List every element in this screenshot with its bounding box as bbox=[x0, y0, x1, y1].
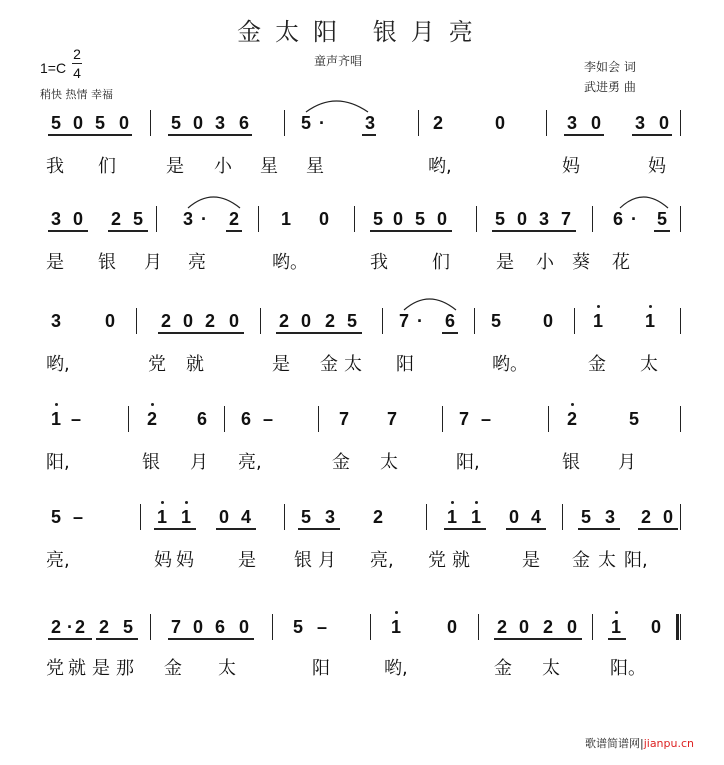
lyricist: 李如会 词 bbox=[584, 60, 636, 74]
note: 3 bbox=[324, 507, 335, 527]
beam-underline bbox=[654, 230, 670, 232]
lyric-char: 星 bbox=[260, 156, 278, 177]
note: 0 bbox=[192, 617, 203, 637]
note: 7 bbox=[560, 209, 571, 229]
note: 5 bbox=[94, 113, 105, 133]
octave-dot bbox=[571, 403, 574, 406]
note: 6 bbox=[612, 209, 623, 229]
note: 5 bbox=[300, 113, 311, 133]
note: 6 bbox=[214, 617, 225, 637]
beam-underline bbox=[96, 638, 138, 640]
barline bbox=[442, 406, 443, 432]
lyric-char: 我 bbox=[370, 252, 388, 273]
note: 3 bbox=[634, 113, 645, 133]
composer: 武进勇 曲 bbox=[584, 80, 636, 94]
note: 0 bbox=[238, 617, 249, 637]
note: 0 bbox=[446, 617, 457, 637]
note: 6 bbox=[240, 409, 251, 429]
note: 1 bbox=[180, 507, 191, 527]
note: 3 bbox=[214, 113, 225, 133]
lyric-char: 哟, bbox=[428, 156, 452, 177]
note: – bbox=[72, 507, 83, 527]
barline bbox=[260, 308, 261, 334]
tempo-marking: 稍快 热情 幸福 bbox=[40, 88, 113, 101]
note: 2 bbox=[98, 617, 109, 637]
lyric-char: 就 bbox=[68, 658, 86, 679]
note: 0 bbox=[118, 113, 129, 133]
lyric-char: 星 bbox=[306, 156, 324, 177]
lyric-char: 哟。 bbox=[272, 252, 308, 273]
barline bbox=[680, 308, 681, 334]
barline bbox=[680, 406, 681, 432]
barline bbox=[562, 504, 563, 530]
note: – bbox=[262, 409, 273, 429]
note: 5 bbox=[580, 507, 591, 527]
tie-arc bbox=[618, 192, 672, 212]
note: 1 bbox=[280, 209, 291, 229]
song-title: 金太阳 银月亮 bbox=[237, 18, 487, 46]
barline bbox=[426, 504, 427, 530]
beam-underline bbox=[158, 332, 244, 334]
note: 0 bbox=[508, 507, 519, 527]
lyric-char: 们 bbox=[432, 252, 450, 273]
lyric-char: 阳, bbox=[456, 452, 480, 473]
barline bbox=[546, 110, 547, 136]
lyric-char: 花 bbox=[612, 252, 630, 273]
lyric-char: 就 bbox=[452, 550, 470, 571]
lyric-char: 金 bbox=[494, 658, 512, 679]
lyric-char: 亮, bbox=[46, 550, 70, 571]
beam-underline bbox=[608, 638, 626, 640]
note: 2 bbox=[50, 617, 61, 637]
beam-underline bbox=[108, 230, 148, 232]
note: 2 bbox=[640, 507, 651, 527]
lyric-char: 亮, bbox=[238, 452, 262, 473]
lyric-char: 金 bbox=[588, 354, 606, 375]
note: 0 bbox=[518, 617, 529, 637]
note: 4 bbox=[530, 507, 541, 527]
beam-underline bbox=[444, 528, 486, 530]
lyric-char: 阳 bbox=[312, 658, 330, 679]
note: 2 bbox=[204, 311, 215, 331]
lyric-char: 银 bbox=[98, 252, 116, 273]
lyric-char: 月 bbox=[318, 550, 336, 571]
lyric-char: 妈 bbox=[176, 550, 194, 571]
tie-arc bbox=[304, 96, 372, 116]
octave-dot bbox=[475, 501, 478, 504]
note: 2 bbox=[110, 209, 121, 229]
beam-underline bbox=[638, 528, 678, 530]
note: 1 bbox=[592, 311, 603, 331]
note: 5 bbox=[300, 507, 311, 527]
lyric-char: 亮 bbox=[188, 252, 206, 273]
barline bbox=[574, 308, 575, 334]
lyric-char: 们 bbox=[98, 156, 116, 177]
note: 2 bbox=[542, 617, 553, 637]
barline bbox=[272, 614, 273, 640]
barline bbox=[474, 308, 475, 334]
note: 6 bbox=[196, 409, 207, 429]
lyric-char: 月 bbox=[190, 452, 208, 473]
tie-arc bbox=[186, 192, 244, 212]
note: 2 bbox=[324, 311, 335, 331]
barline bbox=[478, 614, 479, 640]
lyric-char: 月 bbox=[618, 452, 636, 473]
note: 5 bbox=[656, 209, 667, 229]
barline bbox=[418, 110, 419, 136]
note: 1 bbox=[446, 507, 457, 527]
beam-underline bbox=[298, 528, 340, 530]
beam-underline bbox=[48, 638, 92, 640]
lyric-char: 阳。 bbox=[610, 658, 646, 679]
lyric-char: 银 bbox=[142, 452, 160, 473]
time-top: 2 bbox=[73, 46, 81, 62]
note: 2 bbox=[372, 507, 383, 527]
note: 5 bbox=[132, 209, 143, 229]
lyric-char: 哟, bbox=[46, 354, 70, 375]
note: 0 bbox=[494, 113, 505, 133]
lyric-char: 妈 bbox=[562, 156, 580, 177]
note: 3 bbox=[364, 113, 375, 133]
beam-underline bbox=[362, 134, 376, 136]
note: · bbox=[417, 311, 423, 331]
note: · bbox=[631, 209, 637, 229]
lyric-char: 葵 bbox=[572, 252, 590, 273]
lyric-char: 妈 bbox=[648, 156, 666, 177]
note: 5 bbox=[170, 113, 181, 133]
note: 3 bbox=[566, 113, 577, 133]
barline bbox=[136, 308, 137, 334]
barline bbox=[592, 206, 593, 232]
note: 0 bbox=[392, 209, 403, 229]
note: 0 bbox=[72, 209, 83, 229]
tie-arc bbox=[402, 294, 460, 314]
octave-dot bbox=[161, 501, 164, 504]
barline bbox=[284, 110, 285, 136]
lyric-char: 阳, bbox=[46, 452, 70, 473]
note: 2 bbox=[432, 113, 443, 133]
note: 0 bbox=[516, 209, 527, 229]
note: 5 bbox=[494, 209, 505, 229]
lyric-char: 是 bbox=[272, 354, 290, 375]
beam-underline bbox=[564, 134, 604, 136]
lyric-char: 小 bbox=[214, 156, 232, 177]
note: 1 bbox=[390, 617, 401, 637]
lyric-char: 月 bbox=[144, 252, 162, 273]
barline bbox=[680, 110, 681, 136]
beam-underline bbox=[632, 134, 672, 136]
note: 1 bbox=[50, 409, 61, 429]
note: 0 bbox=[228, 311, 239, 331]
barline bbox=[676, 614, 679, 640]
lyric-char: 太 bbox=[542, 658, 560, 679]
lyric-char: 是 bbox=[496, 252, 514, 273]
note: 3 bbox=[604, 507, 615, 527]
note: 3 bbox=[50, 209, 61, 229]
lyric-char: 金 bbox=[332, 452, 350, 473]
lyric-char: 太 bbox=[218, 658, 236, 679]
octave-dot bbox=[395, 611, 398, 614]
lyric-char: 太 bbox=[598, 550, 616, 571]
barline bbox=[258, 206, 259, 232]
lyric-char: 党 bbox=[148, 354, 166, 375]
beam-underline bbox=[442, 332, 458, 334]
lyric-char: 哟, bbox=[384, 658, 408, 679]
beam-underline bbox=[276, 332, 362, 334]
lyric-char: 阳 bbox=[396, 354, 414, 375]
barline bbox=[680, 614, 681, 640]
lyric-char: 金 bbox=[164, 658, 182, 679]
time-bottom: 4 bbox=[73, 65, 81, 81]
lyric-char: 我 bbox=[46, 156, 64, 177]
note: 5 bbox=[490, 311, 501, 331]
note: 5 bbox=[50, 507, 61, 527]
note: 1 bbox=[156, 507, 167, 527]
lyric-char: 是 bbox=[522, 550, 540, 571]
note: 4 bbox=[240, 507, 251, 527]
lyric-char: 是 bbox=[46, 252, 64, 273]
note: · bbox=[67, 617, 73, 637]
note: 1 bbox=[644, 311, 655, 331]
beam-underline bbox=[370, 230, 452, 232]
time-line bbox=[72, 63, 82, 64]
lyric-char: 亮, bbox=[370, 550, 394, 571]
lyric-char: 那 bbox=[116, 658, 134, 679]
lyric-char: 阳, bbox=[624, 550, 648, 571]
note: 2 bbox=[228, 209, 239, 229]
barline bbox=[548, 406, 549, 432]
note: 0 bbox=[662, 507, 673, 527]
lyric-char: 银 bbox=[294, 550, 312, 571]
lyric-char: 金 bbox=[572, 550, 590, 571]
note: 0 bbox=[72, 113, 83, 133]
beam-underline bbox=[492, 230, 576, 232]
barline bbox=[354, 206, 355, 232]
note: 6 bbox=[238, 113, 249, 133]
note: 5 bbox=[372, 209, 383, 229]
note: 5 bbox=[292, 617, 303, 637]
octave-dot bbox=[597, 305, 600, 308]
note: 2 bbox=[566, 409, 577, 429]
note: 0 bbox=[182, 311, 193, 331]
lyric-char: 是 bbox=[238, 550, 256, 571]
note: · bbox=[319, 113, 325, 133]
octave-dot bbox=[649, 305, 652, 308]
lyric-char: 太 bbox=[380, 452, 398, 473]
lyric-char: 是 bbox=[166, 156, 184, 177]
beam-underline bbox=[154, 528, 196, 530]
note: 0 bbox=[566, 617, 577, 637]
octave-dot bbox=[615, 611, 618, 614]
octave-dot bbox=[55, 403, 58, 406]
lyric-char: 金 bbox=[320, 354, 338, 375]
note: – bbox=[316, 617, 327, 637]
note: 2 bbox=[160, 311, 171, 331]
watermark-text: 歌谱简谱网 bbox=[584, 737, 640, 750]
note: 3 bbox=[182, 209, 193, 229]
barline bbox=[680, 206, 681, 232]
beam-underline bbox=[226, 230, 242, 232]
note: 0 bbox=[218, 507, 229, 527]
barline bbox=[150, 614, 151, 640]
barline bbox=[284, 504, 285, 530]
note: 0 bbox=[300, 311, 311, 331]
note: 7 bbox=[338, 409, 349, 429]
lyric-char: 太 bbox=[344, 354, 362, 375]
key-signature: 1=C bbox=[40, 60, 67, 76]
barline bbox=[370, 614, 371, 640]
lyric-char: 党 bbox=[428, 550, 446, 571]
note: 2 bbox=[278, 311, 289, 331]
lyric-char: 妈 bbox=[154, 550, 172, 571]
note: 7 bbox=[398, 311, 409, 331]
note: 0 bbox=[104, 311, 115, 331]
note: 2 bbox=[74, 617, 85, 637]
note: 1 bbox=[470, 507, 481, 527]
note: 6 bbox=[444, 311, 455, 331]
octave-dot bbox=[151, 403, 154, 406]
note: 2 bbox=[146, 409, 157, 429]
note: 5 bbox=[628, 409, 639, 429]
octave-dot bbox=[451, 501, 454, 504]
note: · bbox=[201, 209, 207, 229]
note: 7 bbox=[170, 617, 181, 637]
note: 3 bbox=[538, 209, 549, 229]
barline bbox=[156, 206, 157, 232]
watermark: 歌谱简谱网|jianpu.cn bbox=[584, 737, 694, 750]
note: 5 bbox=[122, 617, 133, 637]
beam-underline bbox=[168, 638, 254, 640]
note: 0 bbox=[542, 311, 553, 331]
note: 7 bbox=[386, 409, 397, 429]
note: 0 bbox=[318, 209, 329, 229]
barline bbox=[592, 614, 593, 640]
note: 0 bbox=[192, 113, 203, 133]
lyric-char: 是 bbox=[92, 658, 110, 679]
note: 1 bbox=[610, 617, 621, 637]
octave-dot bbox=[185, 501, 188, 504]
lyric-char: 就 bbox=[186, 354, 204, 375]
note: 2 bbox=[496, 617, 507, 637]
note: 5 bbox=[414, 209, 425, 229]
beam-underline bbox=[48, 230, 88, 232]
note: 0 bbox=[658, 113, 669, 133]
performance-style: 童声齐唱 bbox=[314, 54, 363, 68]
time-signature bbox=[70, 46, 84, 81]
barline bbox=[382, 308, 383, 334]
beam-underline bbox=[506, 528, 546, 530]
beam-underline bbox=[494, 638, 582, 640]
barline bbox=[128, 406, 129, 432]
note: 3 bbox=[50, 311, 61, 331]
lyric-char: 银 bbox=[562, 452, 580, 473]
note: 5 bbox=[50, 113, 61, 133]
note: 7 bbox=[458, 409, 469, 429]
lyric-char: 太 bbox=[640, 354, 658, 375]
barline bbox=[140, 504, 141, 530]
lyric-char: 党 bbox=[46, 658, 64, 679]
lyric-char: 小 bbox=[536, 252, 554, 273]
lyric-char: 哟。 bbox=[492, 354, 528, 375]
beam-underline bbox=[216, 528, 256, 530]
barline bbox=[150, 110, 151, 136]
note: 0 bbox=[436, 209, 447, 229]
barline bbox=[318, 406, 319, 432]
note: 0 bbox=[650, 617, 661, 637]
beam-underline bbox=[48, 134, 132, 136]
note: 5 bbox=[346, 311, 357, 331]
barline bbox=[224, 406, 225, 432]
note: – bbox=[70, 409, 81, 429]
watermark-url: jianpu.cn bbox=[643, 737, 694, 750]
barline bbox=[680, 504, 681, 530]
beam-underline bbox=[578, 528, 620, 530]
barline bbox=[476, 206, 477, 232]
note: 0 bbox=[590, 113, 601, 133]
note: – bbox=[480, 409, 491, 429]
beam-underline bbox=[168, 134, 252, 136]
